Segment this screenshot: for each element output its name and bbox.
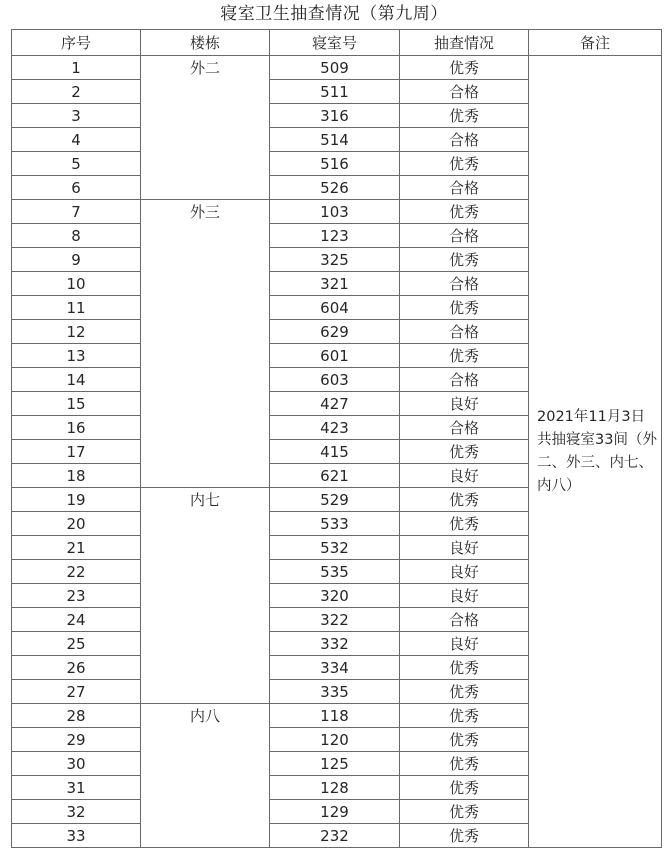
cell-room: 129 [270, 800, 400, 824]
cell-room: 601 [270, 344, 400, 368]
cell-result: 良好 [400, 536, 529, 560]
header-serial: 序号 [12, 30, 141, 56]
cell-result: 优秀 [400, 680, 529, 704]
cell-room: 604 [270, 296, 400, 320]
cell-serial: 17 [12, 440, 141, 464]
cell-result: 合格 [400, 80, 529, 104]
cell-result: 优秀 [400, 440, 529, 464]
cell-result: 合格 [400, 272, 529, 296]
cell-serial: 11 [12, 296, 141, 320]
cell-serial: 32 [12, 800, 141, 824]
cell-room: 103 [270, 200, 400, 224]
cell-room: 320 [270, 584, 400, 608]
document-title: 寝室卫生抽查情况（第九周） [220, 4, 448, 24]
cell-result: 优秀 [400, 104, 529, 128]
header-room: 寝室号 [270, 30, 400, 56]
cell-room: 232 [270, 824, 400, 848]
cell-result: 优秀 [400, 152, 529, 176]
cell-building: 外二 [141, 56, 270, 200]
table-body [12, 56, 662, 848]
cell-result: 优秀 [400, 56, 529, 80]
cell-serial: 27 [12, 680, 141, 704]
cell-serial: 28 [12, 704, 141, 728]
cell-serial: 15 [12, 392, 141, 416]
cell-serial: 7 [12, 200, 141, 224]
cell-serial: 9 [12, 248, 141, 272]
cell-result: 合格 [400, 224, 529, 248]
cell-serial: 3 [12, 104, 141, 128]
cell-result: 优秀 [400, 656, 529, 680]
cell-result: 合格 [400, 128, 529, 152]
cell-room: 603 [270, 368, 400, 392]
cell-serial: 6 [12, 176, 141, 200]
cell-room: 532 [270, 536, 400, 560]
cell-result: 优秀 [400, 728, 529, 752]
cell-serial: 16 [12, 416, 141, 440]
header-result: 抽查情况 [400, 30, 529, 56]
cell-result: 优秀 [400, 776, 529, 800]
cell-room: 123 [270, 224, 400, 248]
cell-room: 427 [270, 392, 400, 416]
cell-room: 529 [270, 488, 400, 512]
cell-room: 316 [270, 104, 400, 128]
cell-room: 511 [270, 80, 400, 104]
cell-room: 629 [270, 320, 400, 344]
cell-room: 335 [270, 680, 400, 704]
cell-serial: 24 [12, 608, 141, 632]
cell-serial: 26 [12, 656, 141, 680]
cell-result: 优秀 [400, 344, 529, 368]
cell-result: 合格 [400, 608, 529, 632]
cell-building: 内七 [141, 488, 270, 704]
cell-building: 内八 [141, 704, 270, 848]
cell-room: 423 [270, 416, 400, 440]
cell-room: 535 [270, 560, 400, 584]
cell-room: 118 [270, 704, 400, 728]
cell-serial: 2 [12, 80, 141, 104]
cell-room: 509 [270, 56, 400, 80]
cell-serial: 14 [12, 368, 141, 392]
cell-room: 322 [270, 608, 400, 632]
cell-room: 332 [270, 632, 400, 656]
cell-serial: 1 [12, 56, 141, 80]
inspection-table [11, 29, 662, 848]
cell-serial: 30 [12, 752, 141, 776]
cell-serial: 25 [12, 632, 141, 656]
cell-serial: 20 [12, 512, 141, 536]
cell-serial: 18 [12, 464, 141, 488]
cell-serial: 5 [12, 152, 141, 176]
cell-room: 128 [270, 776, 400, 800]
cell-result: 优秀 [400, 488, 529, 512]
header-remark: 备注 [529, 30, 662, 56]
table-row [12, 56, 662, 80]
cell-serial: 29 [12, 728, 141, 752]
cell-serial: 23 [12, 584, 141, 608]
cell-result: 良好 [400, 584, 529, 608]
cell-room: 533 [270, 512, 400, 536]
cell-result: 优秀 [400, 824, 529, 848]
cell-result: 优秀 [400, 512, 529, 536]
cell-serial: 33 [12, 824, 141, 848]
cell-result: 合格 [400, 176, 529, 200]
cell-serial: 22 [12, 560, 141, 584]
cell-serial: 12 [12, 320, 141, 344]
cell-serial: 8 [12, 224, 141, 248]
cell-room: 120 [270, 728, 400, 752]
cell-room: 526 [270, 176, 400, 200]
cell-result: 优秀 [400, 296, 529, 320]
cell-result: 合格 [400, 416, 529, 440]
cell-result: 优秀 [400, 800, 529, 824]
cell-result: 良好 [400, 392, 529, 416]
cell-room: 325 [270, 248, 400, 272]
cell-result: 优秀 [400, 752, 529, 776]
cell-remark: 2021年11月3日共抽寝室33间（外二、外三、内七、内八） [529, 56, 662, 848]
cell-result: 良好 [400, 632, 529, 656]
cell-room: 334 [270, 656, 400, 680]
cell-room: 415 [270, 440, 400, 464]
cell-result: 合格 [400, 368, 529, 392]
cell-room: 516 [270, 152, 400, 176]
cell-serial: 10 [12, 272, 141, 296]
cell-result: 优秀 [400, 200, 529, 224]
cell-result: 优秀 [400, 704, 529, 728]
cell-room: 321 [270, 272, 400, 296]
cell-serial: 13 [12, 344, 141, 368]
cell-room: 621 [270, 464, 400, 488]
cell-serial: 31 [12, 776, 141, 800]
cell-result: 良好 [400, 464, 529, 488]
cell-serial: 4 [12, 128, 141, 152]
cell-building: 外三 [141, 200, 270, 488]
cell-result: 合格 [400, 320, 529, 344]
cell-result: 优秀 [400, 248, 529, 272]
cell-serial: 21 [12, 536, 141, 560]
cell-serial: 19 [12, 488, 141, 512]
header-building: 楼栋 [141, 30, 270, 56]
table-header-row [12, 30, 662, 56]
cell-room: 514 [270, 128, 400, 152]
cell-result: 良好 [400, 560, 529, 584]
cell-room: 125 [270, 752, 400, 776]
